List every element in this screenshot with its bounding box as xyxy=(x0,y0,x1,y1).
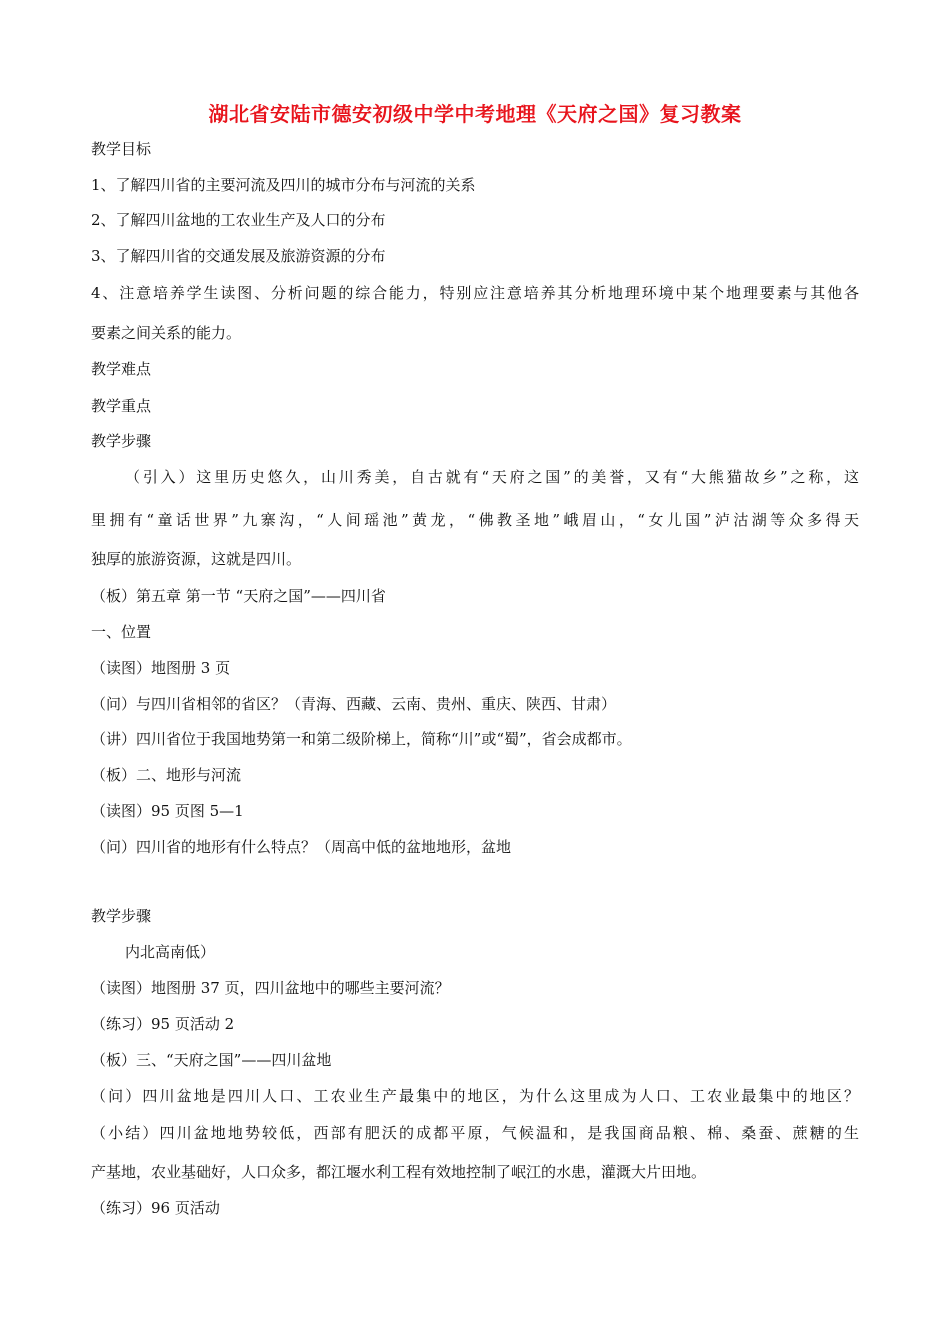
lecture-terrain: （讲）四川省位于我国地势第一和第二级阶梯上，简称“川”或“蜀”，省会成都市。 xyxy=(91,730,632,748)
section-heading-difficulty: 教学难点 xyxy=(91,360,152,378)
board-basin: （板）三、“天府之国”——四川盆地 xyxy=(91,1051,332,1069)
summary-line-2: 产基地，农业基础好，人口众多，都江堰水利工程有效地控制了岷江的水患，灌溉大片田地。 xyxy=(91,1163,707,1181)
read-map-1: （读图）地图册 3 页 xyxy=(91,659,231,677)
section-heading-focus: 教学重点 xyxy=(91,397,152,415)
section-heading-steps-2: 教学步骤 xyxy=(91,907,152,925)
exercise-2: （练习）96 页活动 xyxy=(91,1199,220,1217)
board-terrain-rivers: （板）二、地形与河流 xyxy=(91,766,242,784)
objective-4-cont: 要素之间关系的能力。 xyxy=(91,324,242,342)
objective-3: 3、了解四川省的交通发展及旅游资源的分布 xyxy=(91,247,386,265)
read-map-2: （读图）95 页图 5—1 xyxy=(91,802,244,820)
section-heading-objectives: 教学目标 xyxy=(91,140,152,158)
question-basin: （问）四川盆地是四川人口、工农业生产最集中的地区，为什么这里成为人口、工农业最集中的地区？ xyxy=(91,1087,859,1105)
objective-1: 1、了解四川省的主要河流及四川的城市分布与河流的关系 xyxy=(91,176,476,194)
intro-paragraph-line-2: 里拥有“童话世界”九寨沟，“人间瑶池”黄龙，“佛教圣地”峨眉山，“女儿国”泸沽湖等众多得天 xyxy=(91,511,859,529)
exercise-1: （练习）95 页活动 2 xyxy=(91,1015,235,1033)
board-chapter: （板）第五章 第一节 “天府之国”——四川省 xyxy=(91,587,386,605)
read-map-3: （读图）地图册 37 页，四川盆地中的哪些主要河流？ xyxy=(91,979,450,997)
document-title: 湖北省安陆市德安初级中学中考地理《天府之国》复习教案 xyxy=(208,102,742,126)
section-heading-steps: 教学步骤 xyxy=(91,432,152,450)
intro-paragraph-line-1: （引入）这里历史悠久，山川秀美，自古就有“天府之国”的美誉，又有“大熊猫故乡”之称，这 xyxy=(125,468,859,486)
heading-location: 一、位置 xyxy=(91,623,152,641)
objective-2: 2、了解四川盆地的工农业生产及人口的分布 xyxy=(91,211,386,229)
summary-line-1: （小结）四川盆地地势较低，西部有肥沃的成都平原，气候温和，是我国商品粮、棉、桑蚕、蔗糖的生 xyxy=(91,1124,859,1142)
question-terrain-cont: 内北高南低） xyxy=(125,943,216,961)
intro-paragraph-line-3: 独厚的旅游资源，这就是四川。 xyxy=(91,550,302,568)
question-terrain: （问）四川省的地形有什么特点？（周高中低的盆地地形，盆地 xyxy=(91,838,512,856)
objective-4: 4、注意培养学生读图、分析问题的综合能力，特别应注意培养其分析地理环境中某个地理要素与其他各 xyxy=(91,284,859,302)
question-neighbors: （问）与四川省相邻的省区？（青海、西藏、云南、贵州、重庆、陕西、甘肃） xyxy=(91,695,617,713)
